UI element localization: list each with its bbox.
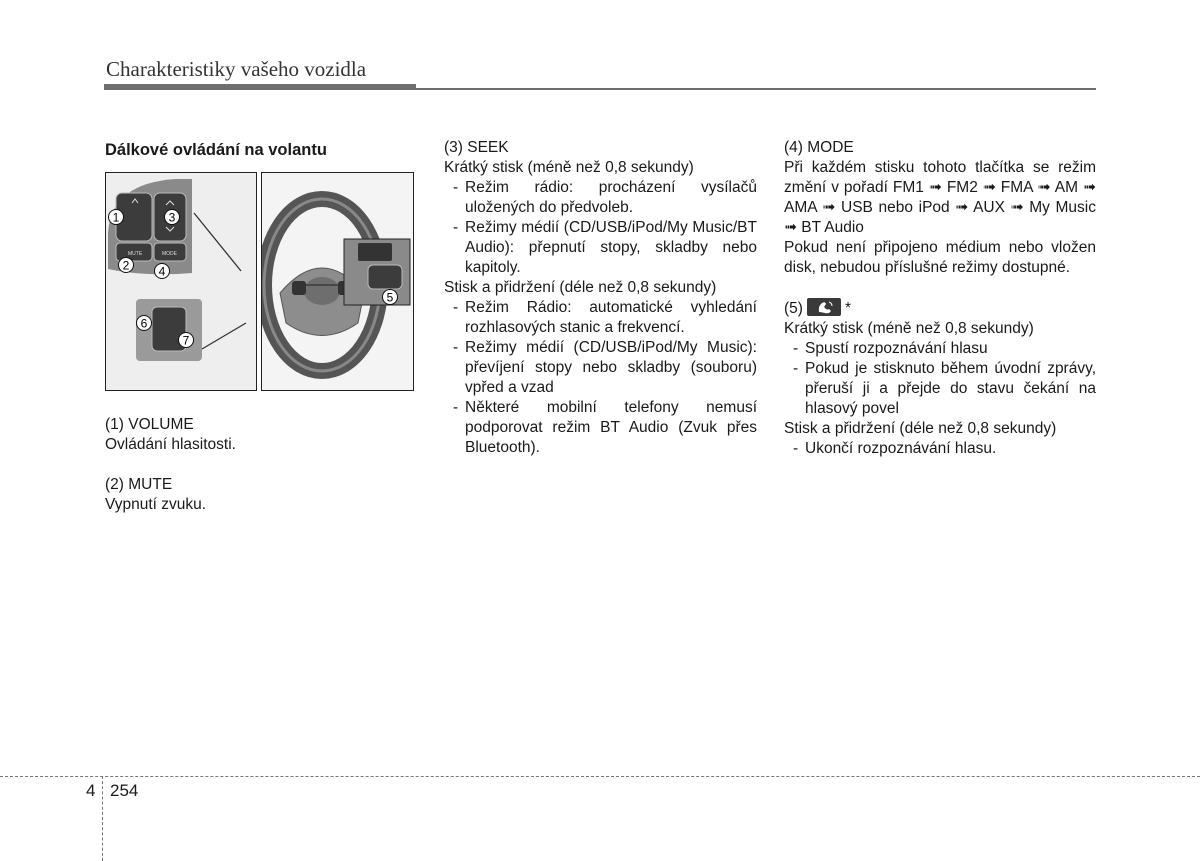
- seek-label: (3) SEEK: [444, 139, 509, 156]
- seek-long-press: Stisk a přidržení (déle než 0,8 sekundy): [444, 279, 717, 296]
- column-3: [784, 138, 1096, 459]
- list-item: - Režim Rádio: automatické vyhledání rozhlasových stanic a frekvencí.: [453, 299, 757, 336]
- page-number: 254: [110, 781, 139, 800]
- list-item: - Režim rádio: procházení vysílačů uložených do předvoleb.: [453, 179, 757, 216]
- volume-text: Ovládání hlasitosti.: [105, 436, 236, 453]
- callout-4: 4: [158, 264, 166, 279]
- callout-2: 2: [122, 258, 130, 273]
- list-item: - Režimy médií (CD/USB/iPod/My Music/BT Audio): přepnutí stopy, skladby nebo kapitoly.: [453, 219, 757, 276]
- header-rule: [104, 84, 416, 90]
- mode-label: (4) MODE: [784, 139, 854, 156]
- callout-7: 7: [182, 333, 190, 348]
- mute-label: (2) MUTE: [105, 476, 173, 493]
- voice-recognition-icon: [807, 298, 841, 316]
- mode-text: Při každém stisku tohoto tlačítka se režim změní v pořadí FM1 ➟ FM2 ➟ FMA ➟ AM ➟ AMA ➟ USB nebo iPod ➟ AUX ➟ My Music ➟ BT Audio: [784, 159, 1096, 236]
- voice-long-press: Stisk a přidržení (déle než 0,8 sekundy): [784, 420, 1057, 437]
- list-item: - Některé mobilní telefony nemusí podporovat režim BT Audio (Zvuk přes Bluetooth).: [453, 399, 757, 456]
- page-header-title: Charakteristiky vašeho vozidla: [106, 57, 367, 81]
- chapter-number: 4: [86, 781, 96, 800]
- figure-right-panel: [261, 172, 414, 391]
- list-item: - Pokud je stisknuto během úvodní zprávy, přeruší ji a přejde do stavu čekání na hlasový povel: [793, 360, 1096, 417]
- section-heading: Dálkové ovládání na volantu: [105, 141, 327, 159]
- steering-wheel-figure: [105, 172, 417, 393]
- svg-text:MODE: MODE: [162, 251, 177, 257]
- column-2: [444, 138, 757, 458]
- mode-note: Pokud není připojeno médium nebo vložen disk, nebudou příslušné režimy dostupné.: [784, 239, 1096, 276]
- figure-left-panel: [105, 172, 257, 391]
- voice-label-line: [784, 298, 1096, 319]
- mute-text: Vypnutí zvuku.: [105, 496, 207, 513]
- callout-1: 1: [112, 210, 120, 225]
- voice-short-press: Krátký stisk (méně než 0,8 sekundy): [784, 320, 1034, 337]
- footer-rule: [0, 776, 1200, 777]
- voice-label: (5): [784, 300, 803, 317]
- footer-vertical-rule: [102, 776, 103, 861]
- list-item: - Režimy médií (CD/USB/iPod/My Music): převíjení stopy nebo skladby (souboru) vpřed a vzad: [453, 339, 757, 396]
- callout-6: 6: [140, 316, 148, 331]
- header-rule-thin: [416, 88, 1096, 90]
- volume-label: (1) VOLUME: [105, 416, 194, 433]
- voice-asterisk: *: [844, 300, 851, 317]
- column-1: [105, 140, 417, 515]
- svg-text:MUTE: MUTE: [128, 251, 143, 257]
- seek-short-press: Krátký stisk (méně než 0,8 sekundy): [444, 159, 694, 176]
- callout-5: 5: [386, 290, 394, 305]
- callout-3: 3: [168, 210, 176, 225]
- list-item: - Spustí rozpoznávání hlasu: [793, 340, 988, 357]
- list-item: - Ukončí rozpoznávání hlasu.: [793, 440, 997, 457]
